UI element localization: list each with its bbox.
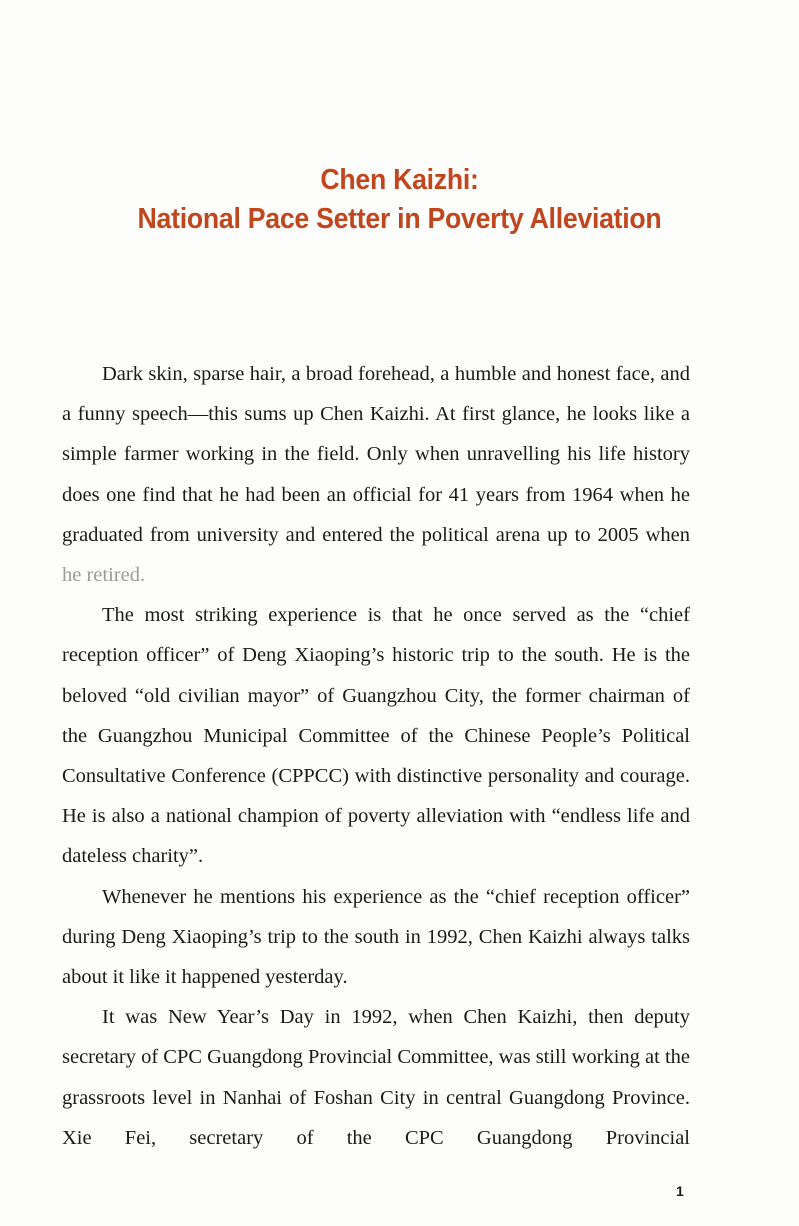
paragraph-3: Whenever he mentions his experience as the “chief reception officer” during Deng Xiaoping’s trip to the south in 1992, Chen Kaizhi always talks about it like it happened yesterday. [62, 885, 690, 989]
body-text [62, 354, 690, 1158]
paragraph-2: The most striking experience is that he once served as the “chief reception officer” of Deng Xiaoping’s historic trip to the south. He is the beloved “old civilian mayor” of Guangzhou City, the former chairman of the Guangzhou Municipal Committee of the Chinese People’s Political Consultative Conference (CPPCC) with distinctive personality and courage. He is also a national champion of poverty alleviation with “endless life and dateless charity”. [62, 604, 690, 868]
paragraph-1-text: Dark skin, sparse hair, a broad forehead, a humble and honest face, and a funny speech—this sums up Chen Kaizhi. At first glance, he looks like a simple farmer working in the field. Only when unravelling his life history does one find that he had been an official for 41 years from 1964 when he graduated from university and entered the political arena up to 2005 when [62, 363, 690, 546]
paragraph-4: It was New Year’s Day in 1992, when Chen Kaizhi, then deputy secretary of CPC Guangdong Provincial Committee, was still working at the grassroots level in Nanhai of Foshan City in central Guangdong Province. Xie Fei, secretary of the CPC Guangdong Provincial [62, 1006, 690, 1149]
paragraph-1 [62, 354, 690, 595]
paragraph-1-faded-tail: he retired. [62, 564, 146, 587]
chapter-title-line-1: Chen Kaizhi: [320, 164, 479, 196]
chapter-title-line-2: National Pace Setter in Poverty Alleviation [137, 203, 662, 235]
page-number: 1 [676, 1183, 684, 1199]
